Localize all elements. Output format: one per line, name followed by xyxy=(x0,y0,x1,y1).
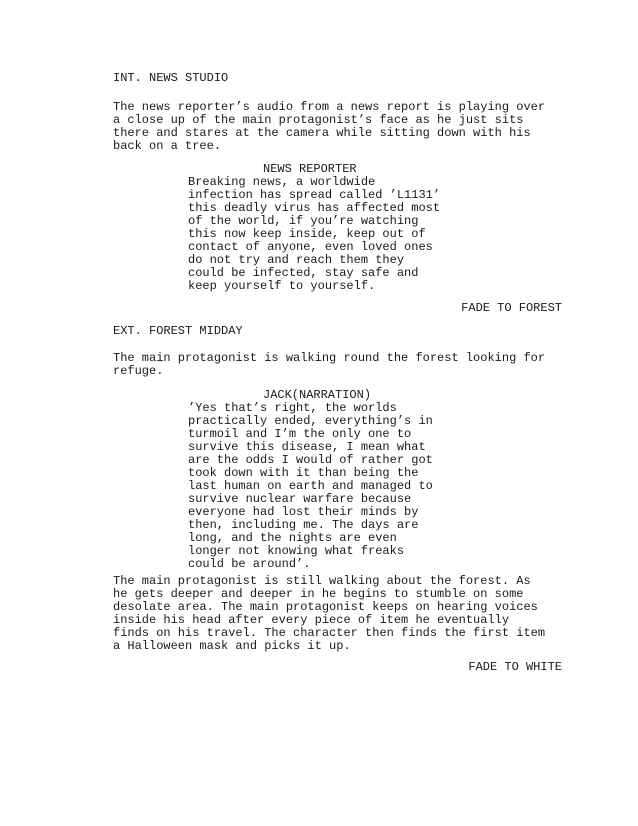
dialogue-line: practically ended, everything’s in xyxy=(188,414,433,428)
action-line: back on a tree. xyxy=(113,139,222,153)
dialogue-line: contact of anyone, even loved ones xyxy=(188,240,433,254)
action-line: there and stares at the camera while sitting down with his xyxy=(113,126,531,140)
action-line: refuge. xyxy=(113,364,164,378)
dialogue-line: do not try and reach them they xyxy=(188,253,405,267)
action-line: desolate area. The main protagonist keeps on hearing voices xyxy=(113,600,538,614)
dialogue-line: ’Yes that’s right, the worlds xyxy=(188,401,397,415)
dialogue-line: this now keep inside, keep out of xyxy=(188,227,426,241)
action-line: inside his head after every piece of item he eventually xyxy=(113,613,510,627)
dialogue-line: infection has spread called ’L1131’ xyxy=(188,188,441,202)
dialogue-line: this deadly virus has affected most xyxy=(188,201,441,215)
dialogue-line: of the world, if you’re watching xyxy=(188,214,419,228)
dialogue-line: then, including me. The days are xyxy=(188,518,419,532)
dialogue-line: could be around’. xyxy=(188,557,311,571)
dialogue-line: survive nuclear warfare because xyxy=(188,492,412,506)
transition: FADE TO WHITE xyxy=(468,660,562,674)
action-line: The main protagonist is still walking about the forest. As xyxy=(113,574,531,588)
action-line: finds on his travel. The character then finds the first item xyxy=(113,626,546,640)
action-line: a close up of the main protagonist’s face as he just sits xyxy=(113,113,524,127)
scene-heading: EXT. FOREST MIDDAY xyxy=(113,324,243,338)
dialogue-line: everyone had lost their minds by xyxy=(188,505,419,519)
character-name: JACK(NARRATION) xyxy=(263,388,372,402)
dialogue-line: took down with it than being the xyxy=(188,466,419,480)
dialogue-line: are the odds I would of rather got xyxy=(188,453,433,467)
dialogue-line: turmoil and I’m the only one to xyxy=(188,427,412,441)
action-line: The news reporter’s audio from a news report is playing over xyxy=(113,100,546,114)
action-line: The main protagonist is walking round the forest looking for xyxy=(113,351,546,365)
dialogue-line: longer not knowing what freaks xyxy=(188,544,405,558)
dialogue-line: survive this disease, I mean what xyxy=(188,440,426,454)
scene-heading: INT. NEWS STUDIO xyxy=(113,71,229,85)
character-name: NEWS REPORTER xyxy=(263,162,357,176)
dialogue-line: long, and the nights are even xyxy=(188,531,397,545)
transition: FADE TO FOREST xyxy=(461,301,562,315)
action-line: a Halloween mask and picks it up. xyxy=(113,639,351,653)
dialogue-line: keep yourself to yourself. xyxy=(188,279,376,293)
dialogue-line: Breaking news, a worldwide xyxy=(188,175,376,189)
dialogue-line: could be infected, stay safe and xyxy=(188,266,419,280)
action-line: he gets deeper and deeper in he begins to stumble on some xyxy=(113,587,524,601)
dialogue-line: last human on earth and managed to xyxy=(188,479,433,493)
